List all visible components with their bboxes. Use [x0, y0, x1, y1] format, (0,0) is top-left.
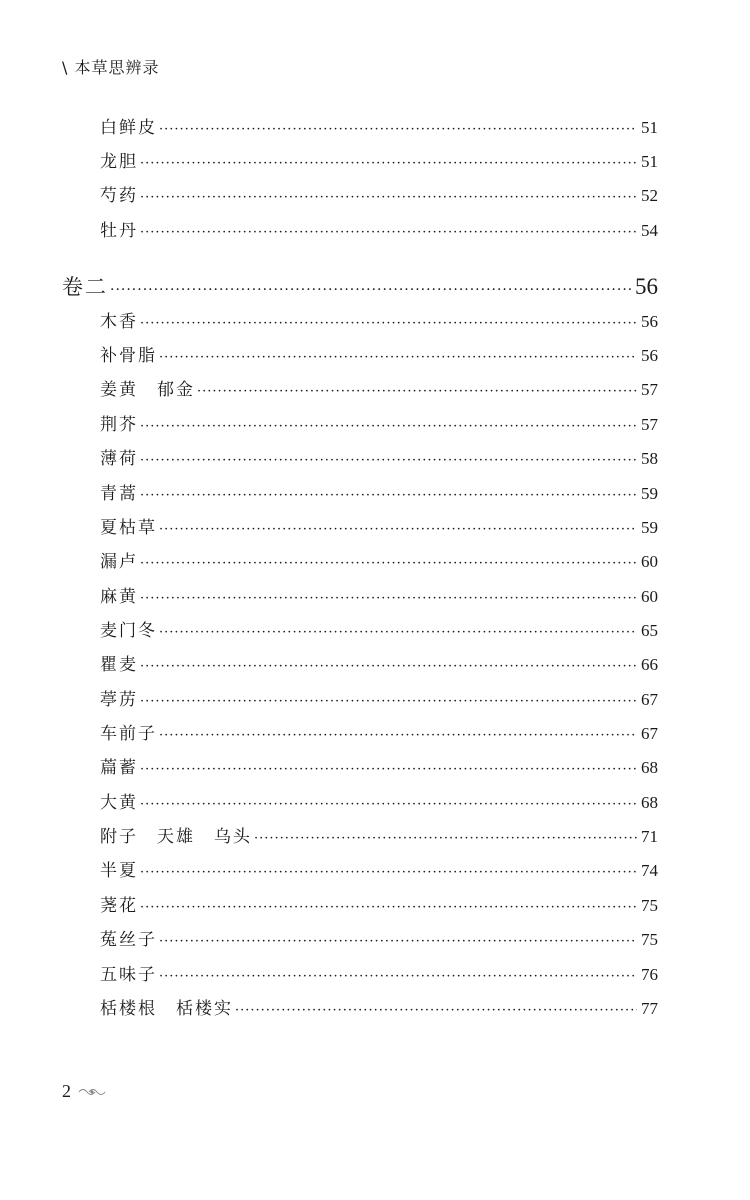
toc-page-number: 60 [641, 587, 658, 606]
dot-leader [140, 757, 637, 783]
toc-title: 萹蓄 [100, 758, 138, 778]
scroll-ornament-icon [77, 1086, 107, 1098]
toc-title: 牡丹 [100, 221, 138, 241]
toc-title: 荛花 [100, 896, 138, 916]
dot-leader [159, 929, 637, 955]
toc-page-number: 56 [635, 274, 658, 299]
dot-leader [140, 654, 637, 680]
toc-entry-row [100, 755, 658, 781]
toc-page-number: 68 [641, 793, 658, 812]
toc-entry-row [100, 893, 658, 919]
dot-leader [140, 792, 637, 818]
dot-leader [140, 151, 637, 177]
page-number: 2 [62, 1081, 71, 1101]
toc-title: 姜黄 郁金 [100, 380, 195, 400]
toc-title: 车前子 [100, 724, 157, 744]
toc-page-number: 56 [641, 312, 658, 331]
toc-title: 芍药 [100, 186, 138, 206]
toc-title: 薄荷 [100, 449, 138, 469]
toc-entry-row [100, 218, 658, 244]
toc-page-number: 65 [641, 621, 658, 640]
dot-leader [159, 620, 637, 646]
page-footer [62, 1081, 107, 1102]
toc-entry-row [100, 824, 658, 850]
toc-title: 五味子 [100, 965, 157, 985]
dot-leader [159, 964, 637, 990]
toc-title: 龙胆 [100, 152, 138, 172]
toc-page-number: 54 [641, 221, 658, 240]
toc-entry-row [100, 549, 658, 575]
dot-leader [197, 379, 637, 405]
toc-page-number: 75 [641, 896, 658, 915]
toc-page-number: 51 [641, 152, 658, 171]
toc-entry-row [100, 115, 658, 141]
dot-leader [254, 826, 637, 852]
toc-title: 葶苈 [100, 690, 138, 710]
toc-entry-row [100, 790, 658, 816]
toc-page-number: 71 [641, 827, 658, 846]
dot-leader [140, 586, 637, 612]
dot-leader [140, 689, 637, 715]
toc-page-number: 74 [641, 861, 658, 880]
toc-title: 白鲜皮 [100, 118, 157, 138]
dot-leader [159, 117, 637, 143]
toc-entry-row [100, 721, 658, 747]
toc-page-number: 60 [641, 552, 658, 571]
toc-entry-row [100, 377, 658, 403]
toc-entry-row [100, 481, 658, 507]
toc-title: 大黄 [100, 793, 138, 813]
toc-title: 麦门冬 [100, 621, 157, 641]
toc-entry-row [100, 183, 658, 209]
toc-page-number: 58 [641, 449, 658, 468]
dot-leader [140, 551, 637, 577]
dot-leader [140, 483, 637, 509]
toc-page-number: 75 [641, 930, 658, 949]
toc-chapter-row [62, 272, 658, 302]
toc-page-number: 56 [641, 346, 658, 365]
toc-page-number: 52 [641, 186, 658, 205]
dot-leader [159, 345, 637, 371]
toc-title: 栝楼根 栝楼实 [100, 999, 233, 1019]
toc-title: 菟丝子 [100, 930, 157, 950]
toc-title: 瞿麦 [100, 655, 138, 675]
dot-leader [140, 414, 637, 440]
toc-title: 青蒿 [100, 484, 138, 504]
toc-entry-row [100, 996, 658, 1022]
dot-leader [140, 860, 637, 886]
dot-leader [140, 185, 637, 211]
dot-leader [140, 311, 637, 337]
toc-entry-row [100, 687, 658, 713]
toc-entry-row [100, 149, 658, 175]
toc-title: 补骨脂 [100, 346, 157, 366]
toc-entry-row [100, 309, 658, 335]
dot-leader [140, 895, 637, 921]
toc-page-number: 57 [641, 415, 658, 434]
toc-title: 荆芥 [100, 415, 138, 435]
toc-page-number: 51 [641, 118, 658, 137]
toc-entry-row [100, 962, 658, 988]
dot-leader [159, 517, 637, 543]
toc-page-number: 67 [641, 724, 658, 743]
toc-page-number: 77 [641, 999, 658, 1018]
toc-title: 麻黄 [100, 587, 138, 607]
toc-entry-row [100, 412, 658, 438]
toc-title: 夏枯草 [100, 518, 157, 538]
dot-leader [235, 998, 637, 1024]
toc-page-number: 59 [641, 484, 658, 503]
toc-page-number: 68 [641, 758, 658, 777]
toc-page-number: 57 [641, 380, 658, 399]
toc-entry-row [100, 343, 658, 369]
toc-entry-row [100, 618, 658, 644]
dot-leader [159, 723, 637, 749]
toc-title: 半夏 [100, 861, 138, 881]
toc-entry-row [100, 927, 658, 953]
toc-page-number: 76 [641, 965, 658, 984]
dot-leader [110, 275, 631, 305]
toc-title: 漏卢 [100, 552, 138, 572]
running-head: \ 本草思辨录 [62, 58, 160, 77]
dot-leader [140, 448, 637, 474]
toc-entry-row [100, 652, 658, 678]
toc-entry-row [100, 515, 658, 541]
dot-leader [140, 220, 637, 246]
toc-page-number: 59 [641, 518, 658, 537]
toc-entry-row [100, 858, 658, 884]
toc-title: 附子 天雄 乌头 [100, 827, 252, 847]
toc-entry-row [100, 584, 658, 610]
toc-entry-row [100, 446, 658, 472]
toc-title: 卷二 [62, 275, 108, 299]
toc-page-number: 67 [641, 690, 658, 709]
toc-title: 木香 [100, 312, 138, 332]
toc-page-number: 66 [641, 655, 658, 674]
